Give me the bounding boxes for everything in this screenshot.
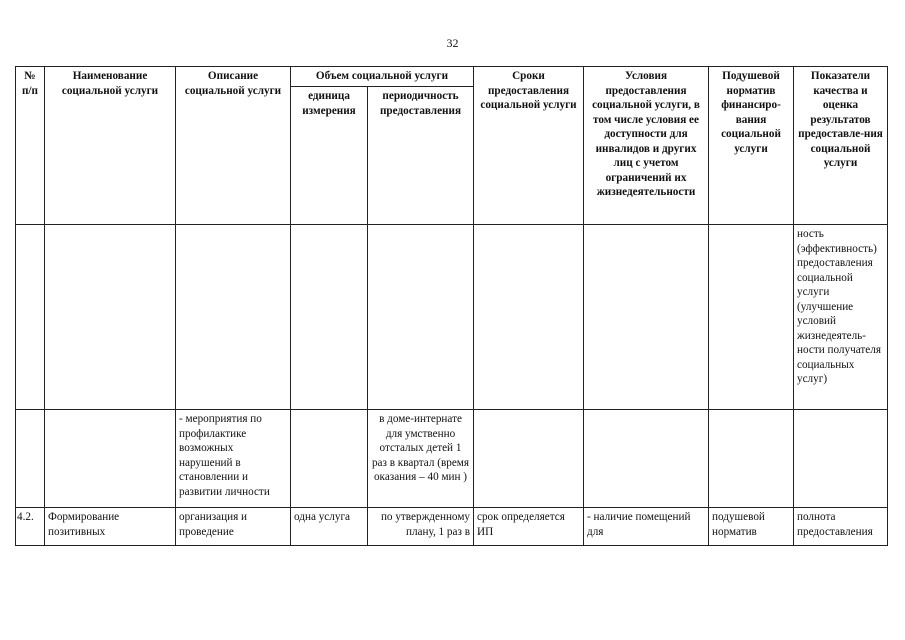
cell-desc: организация и проведение (176, 508, 291, 546)
cell-period: в доме-интернате для умственно отсталых детей 1 раз в квартал (время оказания – 40 мин ) (368, 410, 474, 508)
header-conditions: Условия предоставления социальной услуги, в том числе условия ее доступности для инвалидов и других лиц с учетом ограничений их жизнедеятельности (584, 67, 709, 225)
cell-quality (794, 410, 888, 508)
cell-name (45, 410, 176, 508)
cell-desc (176, 225, 291, 410)
header-unit: единица измерения (291, 87, 368, 225)
cell-num: 4.2. (16, 508, 45, 546)
cell-name: Формирование позитивных (45, 508, 176, 546)
cell-terms (474, 225, 584, 410)
cell-terms (474, 410, 584, 508)
table-row (16, 410, 888, 508)
cell-norm (709, 410, 794, 508)
header-volume: Объем социальной услуги (291, 67, 474, 87)
services-table (15, 66, 888, 546)
cell-num (16, 410, 45, 508)
cell-desc: - мероприятия по профилактике возможных нарушений в становлении и развитии личности (176, 410, 291, 508)
cell-norm (709, 225, 794, 410)
table-row (16, 225, 888, 410)
cell-period: по утвержденному плану, 1 раз в (368, 508, 474, 546)
table-row (16, 508, 888, 546)
header-name: Наименование социальной услуги (45, 67, 176, 225)
header-desc: Описание социальной услуги (176, 67, 291, 225)
cell-conditions (584, 410, 709, 508)
header-norm: Подушевой норматив финансиро-вания социальной услуги (709, 67, 794, 225)
page-number: 32 (446, 36, 459, 50)
cell-conditions (584, 225, 709, 410)
cell-quality: ность (эффективность) предоставления социальной услуги (улучшение условий жизнедеятель-ности получателя социальных услуг) (794, 225, 888, 410)
cell-terms: срок определяется ИП (474, 508, 584, 546)
cell-period (368, 225, 474, 410)
header-num: № п/п (16, 67, 45, 225)
cell-unit: одна услуга (291, 508, 368, 546)
cell-unit (291, 410, 368, 508)
cell-quality: полнота предоставления (794, 508, 888, 546)
header-quality: Показатели качества и оценка результатов предоставле-ния социальной услуги (794, 67, 888, 225)
cell-num (16, 225, 45, 410)
cell-norm: подушевой норматив (709, 508, 794, 546)
cell-name (45, 225, 176, 410)
header-row-1 (16, 67, 888, 87)
header-terms: Сроки предоставления социальной услуги (474, 67, 584, 225)
header-period: периодичность предоставления (368, 87, 474, 225)
cell-conditions: - наличие помещений для (584, 508, 709, 546)
cell-unit (291, 225, 368, 410)
